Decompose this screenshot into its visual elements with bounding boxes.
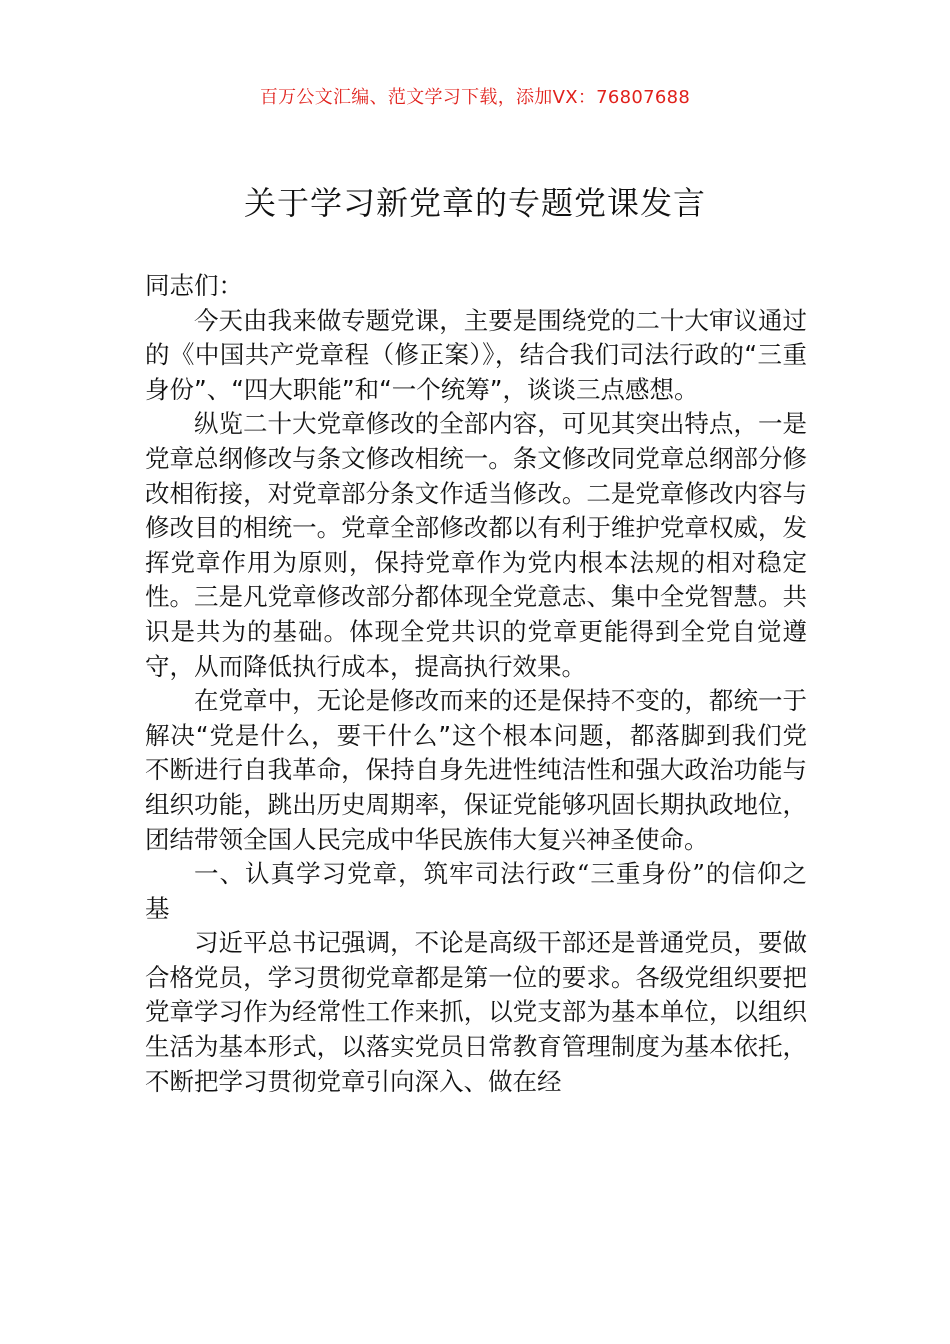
paragraph-features: 纵览二十大党章修改的全部内容，可见其突出特点，一是党章总纲修改与条文修改相统一。条文修改同党章总纲部分修改相衔接，对党章部分条文作适当修改。二是党章修改内容与修改目的相统一。党章全部修改都以有利于维护党章权威，发挥党章作用为原则，保持党章作为党内根本法规的相对稳定性。三是凡党章修改部分都体现全党意志、集中全党智慧。共识是共为的基础。体现全党共识的党章更能得到全党自觉遵守，从而降低执行成本，提高执行效果。 <box>145 409 807 681</box>
document-title: 关于学习新党章的专题党课发言 <box>243 184 706 222</box>
paragraph-fundamental-question: 在党章中，无论是修改而来的还是保持不变的，都统一于解决“党是什么，要干什么”这个根本问题，都落脚到我们党不断进行自我革命，保持自身先进性纯洁性和强大政治功能与组织功能，跳出历史周期率，保证党能够巩固长期执政地位，团结带领全国人民完成中华民族伟大复兴神圣使命。 <box>145 686 807 854</box>
paragraph-intro: 今天由我来做专题党课，主要是围绕党的二十大审议通过的《中国共产党章程（修正案）》，结合我们司法行政的“三重身份”、“四大职能”和“一个统筹”，谈谈三点感想。 <box>145 305 807 404</box>
section-heading-1: 一、认真学习党章，筑牢司法行政“三重身份”的信仰之基 <box>145 859 807 923</box>
salutation: 同志们： <box>145 271 243 300</box>
document-body <box>145 269 807 1099</box>
paragraph-study-requirement: 习近平总书记强调，不论是高级干部还是普通党员，要做合格党员，学习贯彻党章都是第一位的要求。各级党组织要把党章学习作为经常性工作来抓，以党支部为基本单位，以组织生活为基本形式，以落实党员日常教育管理制度为基本依托，不断把学习贯彻党章引向深入、做在经 <box>145 928 807 1096</box>
header-watermark-note: 百万公文汇编、范文学习下载，添加VX：76807688 <box>259 87 691 108</box>
